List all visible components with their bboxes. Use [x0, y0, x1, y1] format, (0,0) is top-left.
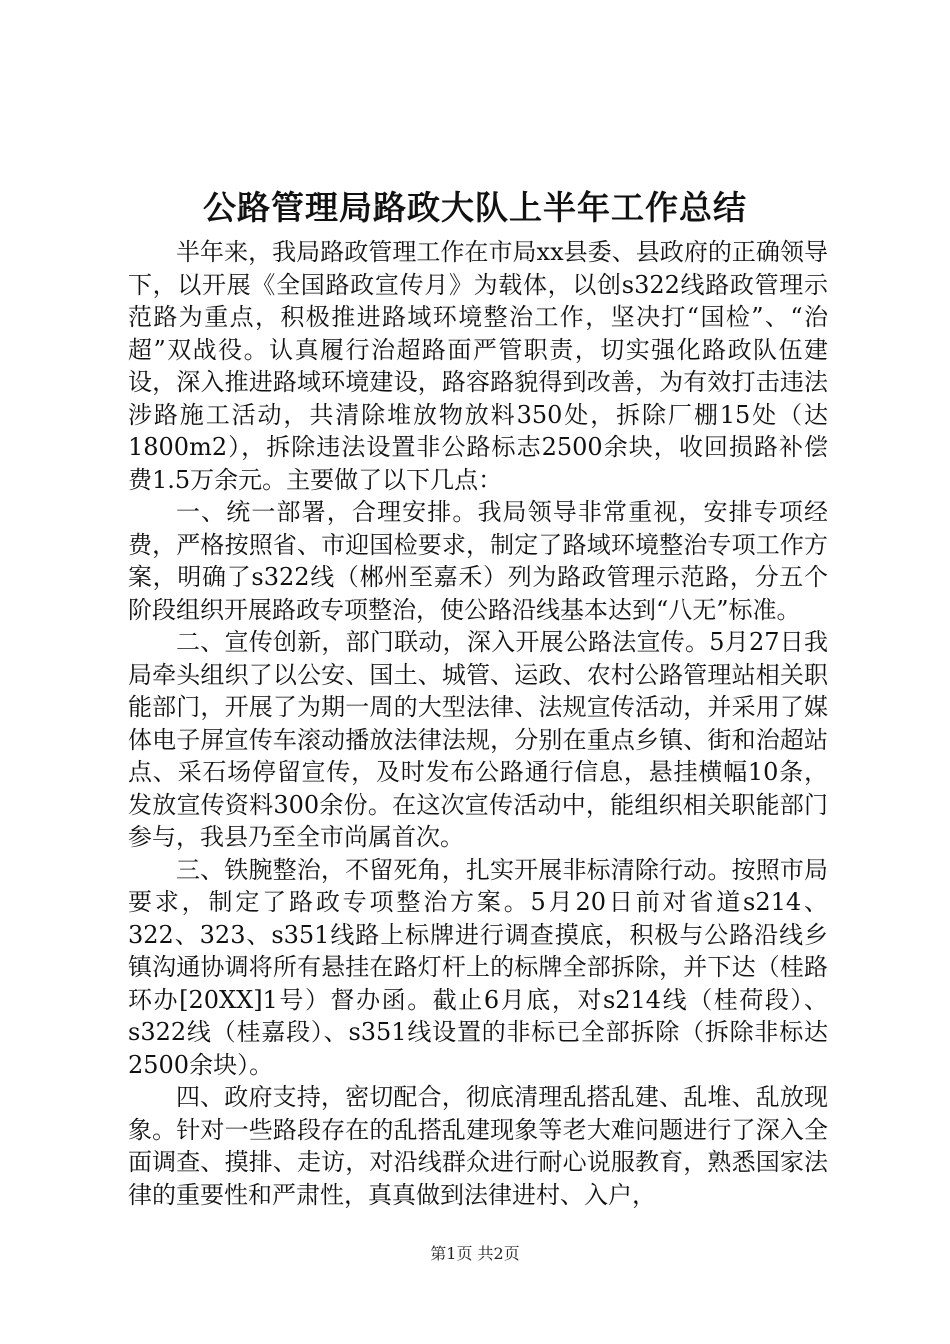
paragraph-section-1: 一、统一部署，合理安排。我局领导非常重视，安排专项经费，严格按照省、市迎国检要求，制定了路域环境整治专项工作方案，明确了s322线（郴州至嘉禾）列为路政管理示范路，分五个阶段组织开展路政专项整治，使公路沿线基本达到“八无”标准。 — [128, 498, 828, 624]
page-footer: 第1页 共2页 — [430, 1244, 520, 1263]
document-body — [128, 236, 828, 1211]
paragraph-section-4: 四、政府支持，密切配合，彻底清理乱搭乱建、乱堆、乱放现象。针对一些路段存在的乱搭乱建现象等老大难问题进行了深入全面调查、摸排、走访，对沿线群众进行耐心说服教育，熟悉国家法律的重要性和严肃性，真真做到法律进村、入户， — [128, 1083, 828, 1209]
paragraph-section-2: 二、宣传创新，部门联动，深入开展公路法宣传。5月27日我局牵头组织了以公安、国土、城管、运政、农村公路管理站相关职能部门，开展了为期一周的大型法律、法规宣传活动，并采用了媒体电子屏宣传车滚动播放法律法规，分别在重点乡镇、街和治超站点、采石场停留宣传，及时发布公路通行信息，悬挂横幅10条，发放宣传资料300余份。在这次宣传活动中，能组织相关职能部门参与，我县乃至全市尚属首次。 — [128, 628, 828, 851]
paragraph-intro: 半年来，我局路政管理工作在市局xx县委、县政府的正确领导下，以开展《全国路政宣传月》为载体，以创s322线路政管理示范路为重点，积极推进路域环境整治工作，坚决打“国检”、“治超”双战役。认真履行治超路面严管职责，切实强化路政队伍建设，深入推进路域环境建设，路容路貌得到改善，为有效打击违法涉路施工活动，共清除堆放物放料350处，拆除厂棚15处（达1800m2），拆除违法设置非公路标志2500余块，收回损路补偿费1.5万余元。主要做了以下几点： — [128, 238, 828, 494]
document-title: 公路管理局路政大队上半年工作总结 — [203, 188, 747, 227]
paragraph-section-3: 三、铁腕整治，不留死角，扎实开展非标清除行动。按照市局要求，制定了路政专项整治方案。5月20日前对省道s214、322、323、s351线路上标牌进行调查摸底，积极与公路沿线乡镇沟通协调将所有悬挂在路灯杆上的标牌全部拆除，并下达（桂路环办[20XX]1号）督办函。截止6月底，对s214线（桂荷段）、s322线（桂嘉段）、s351线设置的非标已全部拆除（拆除非标达2500余块）。 — [128, 855, 828, 1079]
